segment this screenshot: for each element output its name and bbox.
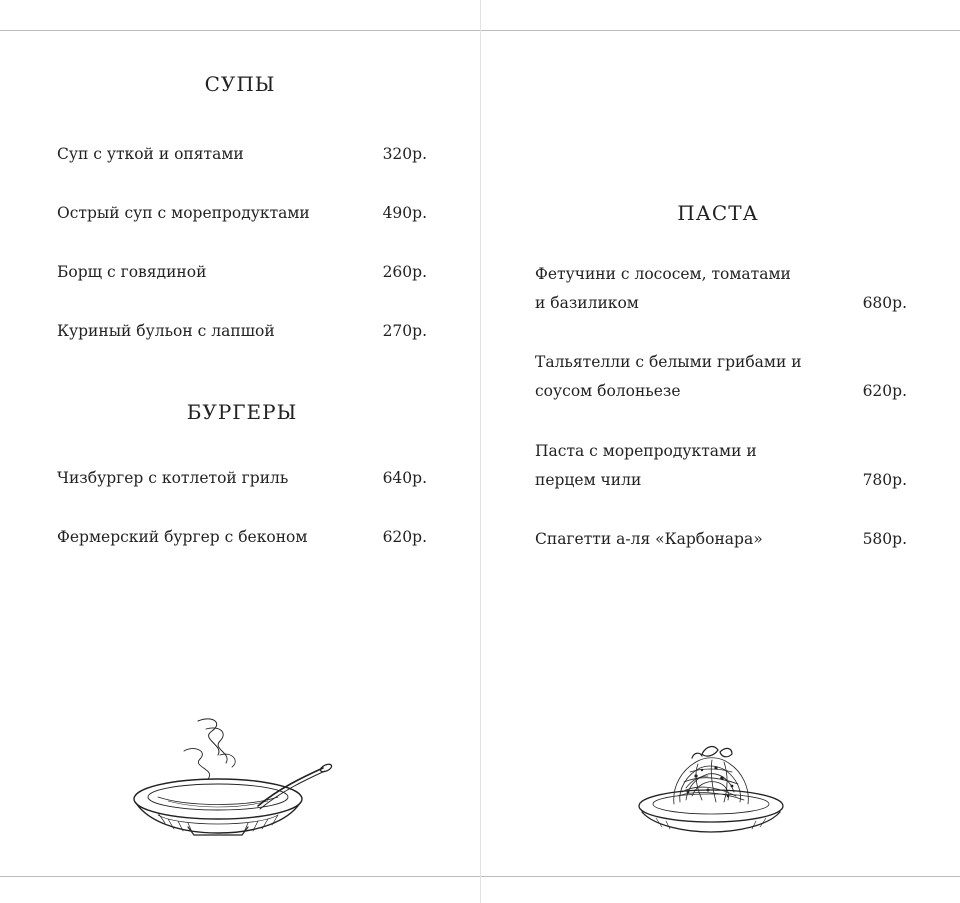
menu-item-name: Спагетти а-ля «Карбонара» bbox=[535, 530, 763, 548]
menu-item-name: Фетучини с лососем, томатами и базиликом bbox=[535, 265, 791, 312]
pasta-plate-sketch-icon bbox=[636, 726, 786, 836]
menu-item-price: 270р. bbox=[382, 322, 427, 340]
menu-item bbox=[535, 260, 907, 318]
menu-item-name: Куриный бульон с лапшой bbox=[57, 322, 275, 340]
menu-item-price: 620р. bbox=[382, 528, 427, 546]
menu-item-price: 620р. bbox=[862, 382, 907, 400]
menu-item-name: Суп с уткой и опятами bbox=[57, 145, 244, 163]
menu-item-name: Острый суп с морепродуктами bbox=[57, 204, 310, 222]
menu-item-price: 780р. bbox=[862, 471, 907, 489]
section-title-pasta: ПАСТА bbox=[677, 201, 759, 225]
menu-item-price: 580р. bbox=[862, 530, 907, 548]
menu-item-name: Паста с морепродуктами и перцем чили bbox=[535, 442, 757, 489]
menu-item-name: Фермерский бургер с беконом bbox=[57, 528, 308, 546]
menu-item bbox=[535, 348, 907, 406]
soup-bowl-sketch-icon bbox=[128, 711, 333, 841]
section-title-burgers: БУРГЕРЫ bbox=[186, 400, 298, 424]
menu-item-price: 640р. bbox=[382, 469, 427, 487]
menu-item-price: 490р. bbox=[382, 204, 427, 222]
menu-page-right bbox=[481, 31, 960, 876]
menu-item-price: 680р. bbox=[862, 294, 907, 312]
menu-item-name: Борщ с говядиной bbox=[57, 263, 207, 281]
menu-item-name: Тальятелли с белыми грибами и соусом болоньезе bbox=[535, 353, 802, 400]
menu-page-left bbox=[0, 31, 480, 876]
menu-item bbox=[535, 437, 907, 495]
menu-item-price: 320р. bbox=[382, 145, 427, 163]
menu-item-price: 260р. bbox=[382, 263, 427, 281]
menu-item-name: Чизбургер с котлетой гриль bbox=[57, 469, 289, 487]
section-title-soups: СУПЫ bbox=[204, 72, 276, 96]
